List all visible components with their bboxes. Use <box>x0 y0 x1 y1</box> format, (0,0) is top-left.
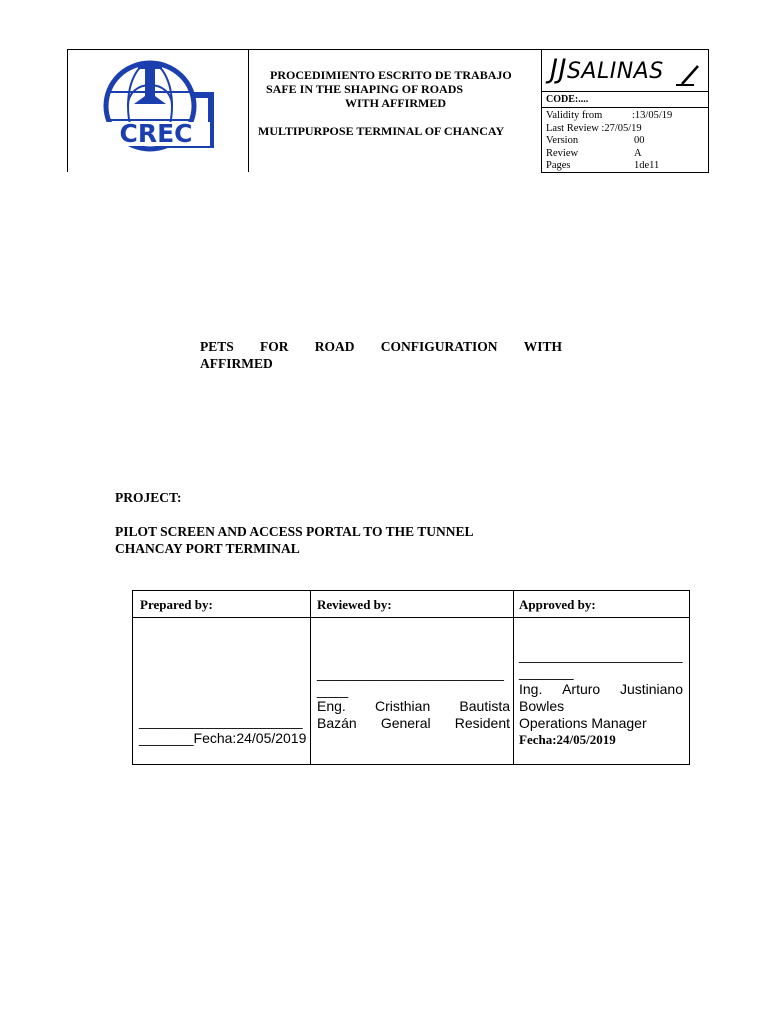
brand-initials: JJ <box>550 54 567 85</box>
document-title-line2: AFFIRMED <box>200 356 273 371</box>
reviewed-by-heading: Reviewed by: <box>317 597 392 612</box>
reviewed-name-line2: Bazán General Resident <box>317 715 510 731</box>
brand-slash-icon <box>676 64 702 88</box>
reviewed-signature-line: ________________________ <box>317 665 504 681</box>
project-line1: PILOT SCREEN AND ACCESS PORTAL TO THE TUNNEL <box>115 524 474 539</box>
header-title-line3: WITH AFFIRMED <box>345 96 447 110</box>
prepared-signature-line: _____________________ <box>139 713 303 729</box>
meta-row-review: Review A <box>546 147 642 159</box>
approved-name-line2: Bowles <box>519 698 565 714</box>
approved-signature-line2: _______ <box>519 664 574 680</box>
project-label: PROJECT: <box>115 490 182 505</box>
signature-table <box>132 590 690 765</box>
header-top-border <box>67 49 709 50</box>
prepared-date-line: _______Fecha:24/05/2019 <box>139 730 307 746</box>
approved-by-heading: Approved by: <box>519 597 596 612</box>
meta-row-validity: Validity from :13/05/19 <box>546 110 673 121</box>
meta-row-last-review: Last Review :27/05/19 <box>546 122 642 134</box>
header-left-border <box>67 49 68 172</box>
header-title-line2: SAFE IN THE SHAPING OF ROADS <box>266 82 464 96</box>
prepared-date: Fecha:24/05/2019 <box>193 730 307 746</box>
approved-signature-line: _____________________ <box>519 647 683 663</box>
project-line2: CHANCAY PORT TERMINAL <box>115 541 300 556</box>
header-title-line1: PROCEDIMIENTO ESCRITO DE TRABAJO <box>270 68 512 82</box>
meta-row-version: Version 00 <box>546 135 645 146</box>
meta-row-pages: Pages 1de11 <box>546 160 660 171</box>
brand-name: SALINAS <box>566 59 664 84</box>
crec-logo-text: CREC <box>119 119 193 148</box>
header-right-border <box>708 49 709 172</box>
brand-logo <box>550 54 664 85</box>
header-subtitle: MULTIPURPOSE TERMINAL OF CHANCAY <box>258 124 505 138</box>
reviewed-name-line1: Eng. Cristhian Bautista <box>317 698 510 714</box>
document-title-line1: PETS FOR ROAD CONFIGURATION WITH <box>200 339 562 354</box>
approved-role: Operations Manager <box>519 715 647 731</box>
approved-date: Fecha:24/05/2019 <box>519 732 616 747</box>
header-code-bottom <box>541 107 709 108</box>
sig-header-divider <box>133 617 689 618</box>
crec-logo <box>98 58 216 154</box>
doc-code: CODE:.... <box>546 94 589 105</box>
meta-block <box>546 110 706 173</box>
prepared-by-heading: Prepared by: <box>140 597 213 612</box>
reviewed-signature-line2: ____ <box>317 682 349 698</box>
header-brand-bottom <box>541 91 709 92</box>
header-divider-2 <box>541 49 542 172</box>
approved-name-line1: Ing. Arturo Justiniano <box>519 681 683 697</box>
header-divider-1 <box>248 49 249 172</box>
